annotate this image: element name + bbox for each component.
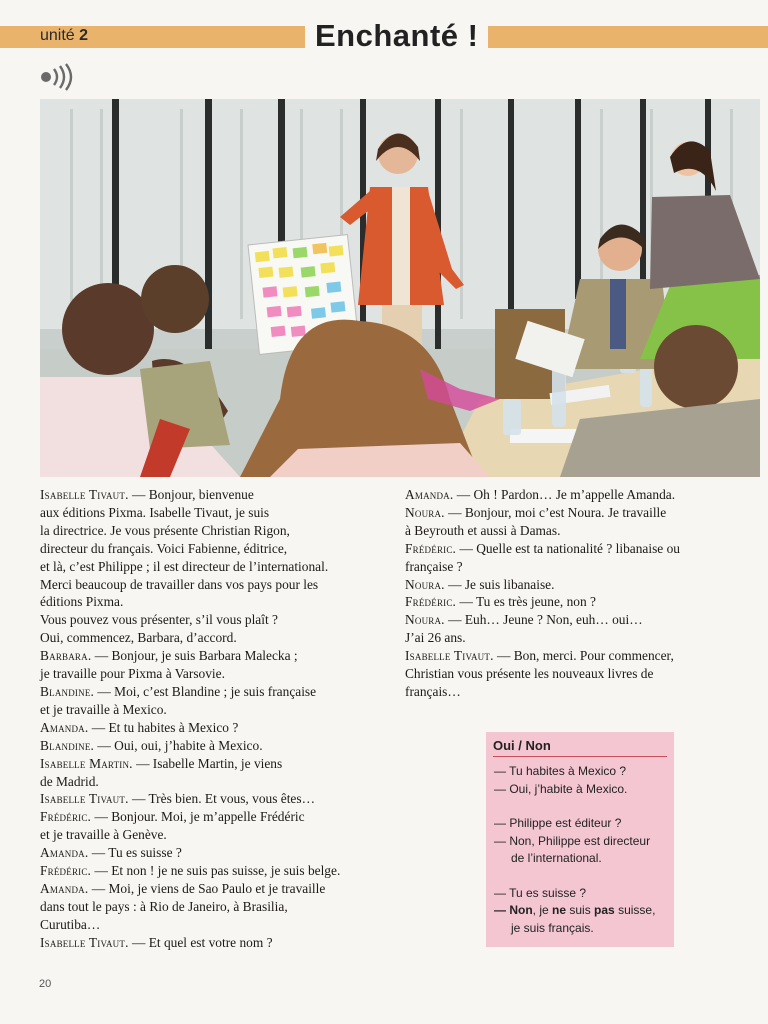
- dialogue-text: Curutiba…: [40, 916, 101, 932]
- dialogue-right-column: [405, 486, 745, 701]
- unit-label: [40, 27, 88, 45]
- unit-number: 2: [79, 27, 89, 44]
- dialogue-line: [40, 593, 390, 611]
- dialogue-line: [405, 593, 745, 611]
- dialogue-text: la directrice. Je vous présente Christian Rigon,: [40, 522, 290, 538]
- page-number: 20: [39, 978, 52, 990]
- dialogue-text: — Tu es suisse ?: [88, 845, 182, 861]
- dialogue-text: — Isabelle Martin, je viens: [132, 755, 283, 771]
- speaker-name: Blandine.: [40, 683, 95, 699]
- dialogue-line: [405, 486, 745, 504]
- dialogue-text: — Oui, oui, j’habite à Mexico.: [94, 737, 263, 753]
- dialogue-text: dans tout le pays : à Rio de Janeiro, à Brasilia,: [40, 898, 288, 914]
- box-content: [486, 757, 674, 937]
- dialogue-line: [40, 540, 390, 558]
- dialogue-line: [40, 683, 390, 701]
- dialogue-text: aux éditions Pixma. Isabelle Tivaut, je suis: [40, 504, 270, 520]
- dialogue-text: — Quelle est ta nationalité ? libanaise ou: [456, 540, 680, 556]
- dialogue-line: [40, 790, 390, 808]
- dialogue-left-column: [40, 486, 390, 952]
- dialogue-text: — Bonjour. Moi, je m’appelle Frédéric: [91, 809, 305, 825]
- dialogue-text: — Oh ! Pardon… Je m’appelle Amanda.: [453, 487, 676, 502]
- dialogue-line: [40, 719, 390, 737]
- dialogue-text: français…: [405, 683, 461, 699]
- unit-word: unité: [40, 27, 75, 44]
- dialogue-line: [40, 576, 390, 594]
- box-a2-line2: de l’international.: [511, 851, 602, 865]
- title-container: [305, 16, 488, 56]
- dialogue-line: [405, 504, 745, 522]
- dialogue-text: — Moi, je viens de Sao Paulo et je travaille: [88, 880, 326, 896]
- dialogue-text: — Moi, c’est Blandine ; je suis française: [94, 683, 317, 699]
- dialogue-line: [40, 504, 390, 522]
- dialogue-text: Oui, commencez, Barbara, d’accord.: [40, 630, 237, 646]
- dialogue-line: [40, 880, 390, 898]
- dialogue-text: — Bonjour, bienvenue: [128, 487, 254, 502]
- dialogue-text: Vous pouvez vous présenter, s’il vous plaît ?: [40, 612, 278, 628]
- dialogue-text: et je travaille à Genève.: [40, 827, 167, 843]
- dialogue-line: [40, 486, 390, 504]
- dialogue-text: de Madrid.: [40, 773, 99, 789]
- dialogue-line: [40, 898, 390, 916]
- speaker-name: Barbara.: [40, 648, 92, 664]
- speaker-name: Blandine.: [40, 737, 95, 753]
- dialogue-line: [40, 808, 390, 826]
- dialogue-line: [40, 773, 390, 791]
- dialogue-text: — Tu es très jeune, non ?: [456, 594, 596, 610]
- dialogue-text: et je travaille à Mexico.: [40, 701, 167, 717]
- dialogue-text: — Et quel est votre nom ?: [128, 934, 273, 950]
- dialogue-line: [40, 755, 390, 773]
- dialogue-line: [40, 522, 390, 540]
- dialogue-text: Merci beaucoup de travailler dans vos pays pour les: [40, 576, 319, 592]
- dialogue-line: [40, 844, 390, 862]
- dialogue-line: [405, 647, 745, 665]
- speaker-name: Isabelle Tivaut.: [40, 791, 129, 807]
- dialogue-text: directeur du français. Voici Fabienne, éditrice,: [40, 540, 288, 556]
- dialogue-text: — Euh… Jeune ? Non, euh… oui…: [444, 612, 643, 628]
- speaker-name: Frédéric.: [405, 594, 457, 610]
- dialogue-text: — Bonjour, moi c’est Noura. Je travaille: [444, 504, 667, 520]
- dialogue-line: [40, 611, 390, 629]
- dialogue-line: [405, 665, 745, 683]
- dialogue-text: Christian vous présente les nouveaux livres de: [405, 666, 654, 682]
- dialogue-line: [405, 611, 745, 629]
- dialogue-line: [405, 522, 745, 540]
- dialogue-text: à Beyrouth et aussi à Damas.: [405, 522, 561, 538]
- dialogue-line: [40, 647, 390, 665]
- dialogue-text: — Et tu habites à Mexico ?: [88, 719, 239, 735]
- dialogue-line: [40, 826, 390, 844]
- box-q2: — Philippe est éditeur ?: [494, 816, 622, 830]
- dialogue-text: — Bonjour, je suis Barbara Malecka ;: [91, 648, 298, 664]
- dialogue-line: [40, 934, 390, 952]
- dialogue-text: — Bon, merci. Pour commencer,: [493, 648, 674, 664]
- dialogue-text: française ?: [405, 558, 463, 574]
- box-a3-line1: — Non, je ne suis pas suisse,: [494, 903, 656, 917]
- dialogue-line: [40, 701, 390, 719]
- oui-non-box: [486, 732, 674, 947]
- dialogue-line: [40, 862, 390, 880]
- dialogue-line: [405, 540, 745, 558]
- speaker-name: Frédéric.: [40, 863, 92, 879]
- dialogue-line: [40, 737, 390, 755]
- page-title: Enchanté !: [315, 18, 479, 53]
- box-a1: — Oui, j’habite à Mexico.: [494, 781, 628, 796]
- box-title: Oui / Non: [493, 738, 667, 757]
- speaker-name: Frédéric.: [40, 809, 92, 825]
- speaker-name: Isabelle Martin.: [40, 755, 133, 771]
- dialogue-line: [405, 629, 745, 647]
- audio-icon[interactable]: [40, 63, 84, 91]
- dialogue-line: [405, 683, 745, 701]
- speaker-name: Frédéric.: [405, 540, 457, 556]
- box-a2-line1: — Non, Philippe est directeur: [494, 833, 651, 848]
- box-q1: — Tu habites à Mexico ?: [494, 764, 627, 778]
- dialogue-line: [40, 665, 390, 683]
- dialogue-line: [405, 576, 745, 594]
- dialogue-text: — Très bien. Et vous, vous êtes…: [128, 791, 315, 807]
- speaker-name: Amanda.: [40, 880, 89, 896]
- speaker-name: Isabelle Tivaut.: [40, 934, 129, 950]
- dialogue-line: [40, 558, 390, 576]
- speaker-name: Isabelle Tivaut.: [40, 487, 129, 502]
- speaker-name: Amanda.: [40, 845, 89, 861]
- dialogue-text: et là, c’est Philippe ; il est directeur de l’international.: [40, 558, 329, 574]
- speaker-name: Amanda.: [40, 719, 89, 735]
- dialogue-text: je travaille pour Pixma à Varsovie.: [40, 666, 225, 682]
- speaker-name: Amanda.: [405, 487, 454, 502]
- dialogue-line: [40, 916, 390, 934]
- dialogue-text: éditions Pixma.: [40, 594, 124, 610]
- dialogue-text: J’ai 26 ans.: [405, 630, 466, 646]
- dialogue-text: — Je suis libanaise.: [444, 576, 555, 592]
- speaker-name: Noura.: [405, 504, 445, 520]
- box-q3: — Tu es suisse ?: [494, 885, 587, 900]
- dialogue-text: — Et non ! je ne suis pas suisse, je suis belge.: [91, 863, 341, 879]
- box-a3-line2: je suis français.: [511, 920, 594, 935]
- speaker-name: Noura.: [405, 612, 445, 628]
- dialogue-line: [40, 629, 390, 647]
- speaker-name: Noura.: [405, 576, 445, 592]
- dialogue-line: [405, 558, 745, 576]
- meeting-photo: [40, 99, 760, 477]
- speaker-name: Isabelle Tivaut.: [405, 648, 494, 664]
